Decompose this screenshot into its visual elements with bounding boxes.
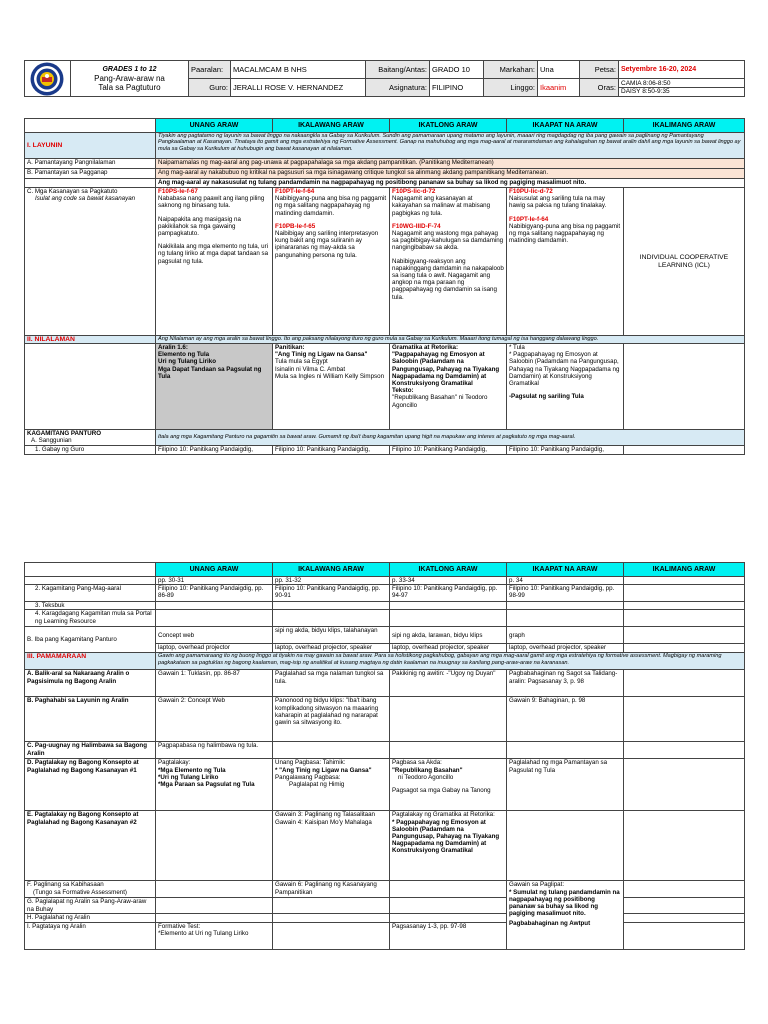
- mag-aaral-day-3: Filipino 10: Panitikang Pandaigdig, pp. 94-97: [390, 585, 507, 602]
- pages-day-1: pp. 30-31: [156, 577, 273, 585]
- balik-aral-day-4: Pagbabahaginan ng Sagot sa Talidang-aralin: Pagsasanay 3, p. 98: [507, 670, 624, 697]
- blank-label: [25, 344, 156, 430]
- paglalapat-day-2: [273, 898, 390, 914]
- teksbuk-day-4: [507, 602, 624, 610]
- blank-corner: [25, 563, 156, 577]
- pagtalakay-1-day-5: [624, 759, 745, 811]
- linggo-value: Ikaanim: [538, 79, 580, 97]
- pagtalakay-2-day-1: [156, 811, 273, 881]
- nilalaman-day-5: [624, 344, 745, 430]
- paghahabi-label: B. Paghahabi sa Layunin ng Aralin: [25, 697, 156, 742]
- gabay-day-3: Filipino 10: Panitikang Pandaigdig,: [390, 446, 507, 455]
- pag-uugnay-day-3: [390, 742, 507, 759]
- paglalahat-day-2: [273, 914, 390, 922]
- nilalaman-day-1: Aralin 1.6: Elemento ng Tula Uri ng Tulang Liriko Mga Dapat Tandaan sa Pagsulat ng Tula: [156, 344, 273, 430]
- balik-aral-label: A. Balik-aral sa Nakaraang Aralin o Pagsisimula ng Bagong Aralin: [25, 670, 156, 697]
- day-4-header: IKAAPAT NA ARAW: [507, 563, 624, 577]
- device-day-5: [624, 644, 745, 653]
- kasanayan-day-3: F10PS-Iic-d-72 Nagagamit ang kasanayan at kakayahan sa malinaw at mabisang pagbigkas ng tula. F10WG-IIID-F-74 Nagagamit ang wastong mga pahayag sa pagbibigay-kahulugan sa damdaming nangingibabaw sa akda. Nabibigyang-reaksyon ang napakinggang damdamin na nakapaloob sa isang tula o awit. Nagagamit ang angkop na mga paraan ng pagpapahayag ng damdamin sa isang tula.: [390, 188, 507, 336]
- pages-day-2: pp. 31-32: [273, 577, 390, 585]
- paglalapat-day-1: [156, 898, 273, 914]
- paaralan-label: Paaralan:: [189, 61, 231, 79]
- header-table: [24, 60, 745, 97]
- pagtalakay-2-day-2: Gawain 3: Paglinang ng Talasalitaan Gawain 4: Kaisipan Mo'y Mahalaga: [273, 811, 390, 881]
- blank-label: [25, 577, 156, 585]
- iba-kagamitan-day-1: Concept web: [156, 627, 273, 644]
- paglalahat-day-3: [390, 914, 507, 922]
- pagtalakay-1-day-2: Unang Pagbasa: Tahimik: * "Ang Tinig ng Ligaw na Gansa" Pangalawang Pagbasa: Paglalapat ng Himig: [273, 759, 390, 811]
- paglinang-label: F. Paglinang sa Kabihasaan (Tungo sa Formative Assessment): [25, 881, 156, 898]
- pag-uugnay-day-2: [273, 742, 390, 759]
- pamantayan-pagganap: Ang mag-aaral ay nakabubuo ng kritikal na pagsusuri sa mga isinagawang critique tungkol sa alinmang akdang pampanitikang Mediterranean.: [156, 169, 745, 179]
- pages-day-5: [624, 577, 745, 585]
- pagtalakay-2-day-4: [507, 811, 624, 881]
- device-day-1: laptop, overhead projector: [156, 644, 273, 653]
- nilalaman-day-3: Gramatika at Retorika: "Pagpapahayag ng Emosyon at Saloobin (Padamdam na Pangungusap, Pahayag na Tiyakang Nagpapadama ng Damdamin) at Konstruksiyong Gramatikal Teksto: "Republikang Basahan" ni Teodoro Agoncillo: [390, 344, 507, 430]
- markahan-value: Una: [538, 61, 580, 79]
- karagdagan-day-5: [624, 610, 745, 627]
- linggo-label: Linggo:: [484, 79, 538, 97]
- nilalaman-day-4: * Tula * Pagpapahayag ng Emosyon at Saloobin (Padamdam na Pangungusap, Pahayag na Tiyakang Nagpapadama ng Damdamin) at Konstruksiyong Gramatikal -Pagsulat ng sariling Tula: [507, 344, 624, 430]
- paglalahat-day-5: [624, 914, 745, 922]
- balik-aral-day-1: Gawain 1: Tuklasin, pp. 86-87: [156, 670, 273, 697]
- teksbuk-day-3: [390, 602, 507, 610]
- paglipat-day-4: Gawain sa Paglipat: * Sumulat ng tulang pandamdamin na nagpapahayag ng positibong pananaw sa buhay sa likod ng pagiging masalimuot nito. Pagbabahaginan ng Awtput: [507, 881, 624, 949]
- header-title: GRADES 1 to 12 Pang-Araw-araw na Tala sa Pagtuturo: [71, 61, 189, 97]
- guro-value: JERALLI ROSE V. HERNANDEZ: [231, 79, 366, 97]
- paaralan-value: MACALMCAM B NHS: [231, 61, 366, 79]
- iba-kagamitan-day-5: [624, 627, 745, 644]
- gabay-day-2: Filipino 10: Panitikang Pandaigdig,: [273, 446, 390, 455]
- kagamitan-desc: Itala ang mga Kagamitang Panturo na gagamitin sa bawat araw. Gumamit ng iba't ibang kagamitan upang higit na mapukaw ang interes at pagkatuto ng mga mag-aaral.: [156, 430, 745, 446]
- day-1-header: UNANG ARAW: [156, 563, 273, 577]
- gabay-day-4: Filipino 10: Panitikang Pandaigdig,: [507, 446, 624, 455]
- paghahabi-day-4: Gawain 9: Bahaginan, p. 98: [507, 697, 624, 742]
- iba-kagamitan-day-4: graph: [507, 627, 624, 644]
- mag-aaral-day-4: Filipino 10: Panitikang Pandaigdig, pp. 98-99: [507, 585, 624, 602]
- paglalapat-label: G. Paglalapat ng Aralin sa Pang-Araw-araw na Buhay: [25, 898, 156, 914]
- oras-label: Oras:: [580, 79, 619, 97]
- pagtalakay-1-day-1: Pagtalakay: *Mga Elemento ng Tula *Uri ng Tulang Liriko *Mga Paraan sa Pagsulat ng Tula: [156, 759, 273, 811]
- day-5-header: IKALIMANG ARAW: [624, 563, 745, 577]
- device-day-2: laptop, overhead projector, speaker: [273, 644, 390, 653]
- iba-pang-kagamitan-label: B. Iba pang Kagamitang Panturo: [25, 627, 156, 653]
- asignatura-label: Asignatura:: [366, 79, 430, 97]
- mag-aaral-day-1: Filipino 10: Panitikang Pandaigdig, pp. 86-89: [156, 585, 273, 602]
- teksbuk-day-2: [273, 602, 390, 610]
- karagdagan-day-3: [390, 610, 507, 627]
- device-day-4: laptop, overhead projector, speaker: [507, 644, 624, 653]
- day-2-header: IKALAWANG ARAW: [273, 119, 390, 133]
- day-3-header: IKATLONG ARAW: [390, 119, 507, 133]
- day-1-header: UNANG ARAW: [156, 119, 273, 133]
- section-nilalaman: II. NILALAMAN: [25, 336, 156, 344]
- pages-day-3: p. 33-34: [390, 577, 507, 585]
- karagdagang-kagamitan-label: 4. Karagdagang Kagamitan mula sa Portal ng Learning Resource: [25, 610, 156, 627]
- iba-kagamitan-day-3: sipi ng akda, larawan, bidyu klips: [390, 627, 507, 644]
- pagtalakay-2-label: E. Pagtalakay ng Bagong Konsepto at Paglalahad ng Bagong Kasanayan #2: [25, 811, 156, 881]
- pag-uugnay-day-4: [507, 742, 624, 759]
- balik-aral-day-2: Paglalahad sa mga nalaman tungkol sa tula.: [273, 670, 390, 697]
- paghahabi-day-2: Panonood ng bidyu klips: "Iba't ibang komplikadong sitwasyon na maaaring kaharapin at paglalahad ng nararapat gawin sa sitwasyong ito.: [273, 697, 390, 742]
- blank-label: [25, 179, 156, 188]
- kasanayan-day-4: F10PU-Iic-d-72 Naisusulat ang sariling tula na may hawig sa paksa ng tulang tinalakay. F10PT-Ie-f-64 Nabibigyang-puna ang bisa ng paggamit ng mga salitang nagpapahayag ng matinding damdamin.: [507, 188, 624, 336]
- day-4-header: IKAAPAT NA ARAW: [507, 119, 624, 133]
- teksbuk-day-5: [624, 602, 745, 610]
- oras-value: CAMIA 8:06-8:50 DAISY 8:50-9:35: [619, 79, 745, 97]
- paghahabi-day-3: [390, 697, 507, 742]
- section-pamamaraan: III. PAMAMARAAN: [25, 653, 156, 670]
- paglalapat-day-5: [624, 898, 745, 914]
- pamantayang-pangnilalaman-label: A. Pamantayang Pangnilalaman: [25, 159, 156, 169]
- logo-cell: [25, 61, 71, 97]
- karagdagan-day-1: [156, 610, 273, 627]
- pagtataya-day-3: Pagsasanay 1-3, pp. 97-98: [390, 922, 507, 949]
- guro-label: Guro:: [189, 79, 231, 97]
- pagtalakay-2-day-5: [624, 811, 745, 881]
- section-layunin: I. LAYUNIN: [25, 133, 156, 159]
- pagtataya-label: I. Pagtataya ng Aralin: [25, 922, 156, 949]
- karagdagan-day-4: [507, 610, 624, 627]
- paghahabi-day-5: [624, 697, 745, 742]
- blank-corner: [25, 119, 156, 133]
- pagtalakay-2-day-3: Pagtalakay ng Gramatika at Retorika: * Pagpapahayag ng Emosyon at Saloobin (Padamdam na Pangungusap, Pahayag na Tiyakang Nagpapadama ng Damdamin) at Konstruksiyong Gramatikal: [390, 811, 507, 881]
- paglalapat-day-3: [390, 898, 507, 914]
- pagtalakay-1-label: D. Pagtalakay ng Bagong Konsepto at Paglalahad ng Bagong Kasanayan #1: [25, 759, 156, 811]
- paglinang-day-2: Gawain 6: Paglinang ng Kasanayang Pampanitikan: [273, 881, 390, 898]
- baitang-value: GRADO 10: [430, 61, 484, 79]
- pages-day-4: p. 34: [507, 577, 624, 585]
- kagamitang-pang-mag-aaral-label: 2. Kagamitang Pang-Mag-aaral: [25, 585, 156, 602]
- kasanayan-day-1: F10PS-Ie-f-67 Nababasa nang paawit ang ilang piling saknong ng binasang tula. Naipapakita ang masigasig na pakikilahok sa mga gawaing pampagkatuto. Nakikilala ang mga elemento ng tula, uri ng tulang liriko at mga dapat tandaan sa pagsulat ng tula.: [156, 188, 273, 336]
- baitang-label: Baitang/Antas:: [366, 61, 430, 79]
- karagdagan-day-2: [273, 610, 390, 627]
- paglinang-day-1: [156, 881, 273, 898]
- pamamaraan-desc: Gawin ang pamamaraang ito ng buong linggo at tiyakin na may gawain sa bawat araw. Para sa holistikong pagkahubog, gabayan ang mga mag-aaral gamit ang mga estratehiya ng formative assessment. Magbigay ng maraming pagkakataon sa pagtuklas ng bagong kaalaman, mag-isip ng analitikal at kusang magtaya ng datin kaalaman na inuugnay sa kanilang pang-araw-araw na karanasan.: [156, 653, 745, 670]
- gabay-day-5: [624, 446, 745, 455]
- pag-uugnay-label: C. Pag-uugnay ng Halimbawa sa Bagong Aralin: [25, 742, 156, 759]
- mag-aaral-day-5: [624, 585, 745, 602]
- pamantayan-pagganap-2: Ang mag-aaral ay nakasusulat ng tulang pandamdamin na nagpapahayag ng positibong pananaw sa buhay sa likod ng pagiging masalimuot nito.: [156, 179, 745, 188]
- petsa-label: Petsa:: [580, 61, 619, 79]
- gabay-label: 1. Gabay ng Guro: [25, 446, 156, 455]
- day-5-header: IKALIMANG ARAW: [624, 119, 745, 133]
- nilalaman-desc: Ang Nilalaman ay ang mga aralin sa bawat linggo. Ito ang paksang nilalayong ituro ng guro mula sa Gabay sa Kurikulum. Maaari itong tumagal ng isa hanggang dalawang linggo.: [156, 336, 745, 344]
- paglinang-day-3: [390, 881, 507, 898]
- pag-uugnay-day-1: Pagpapabasa ng halimbawa ng tula.: [156, 742, 273, 759]
- pagtataya-day-1: Formative Test: *Elemento at Uri ng Tulang Liriko: [156, 922, 273, 949]
- pagtataya-day-2: [273, 922, 390, 949]
- kagamitan-label: KAGAMITANG PANTURO A. Sanggunian: [25, 430, 156, 446]
- paghahabi-day-1: Gawain 2: Concept Web: [156, 697, 273, 742]
- pagtalakay-1-day-4: Paglalahad ng mga Pamantayan sa Pagsulat ng Tula: [507, 759, 624, 811]
- day-2-header: IKALAWANG ARAW: [273, 563, 390, 577]
- day-3-header: IKATLONG ARAW: [390, 563, 507, 577]
- teksbuk-day-1: [156, 602, 273, 610]
- pagtataya-day-5: [624, 922, 745, 949]
- pagtalakay-1-day-3: Pagbasa sa Akda: "Republikang Basahan" ni Teodoro Agoncillo Pagsagot sa mga Gabay na Tanong: [390, 759, 507, 811]
- balik-aral-day-5: [624, 670, 745, 697]
- kasanayan-day-5: INDIVIDUAL COOPERATIVE LEARNING (ICL): [624, 188, 745, 336]
- asignatura-value: FILIPINO: [430, 79, 484, 97]
- petsa-value: Setyembre 16-20, 2024: [619, 61, 745, 79]
- kasanayan-label: C. Mga Kasanayan sa Pagkatuto Isulat ang code sa bawat kasanayan: [25, 188, 156, 336]
- pag-uugnay-day-5: [624, 742, 745, 759]
- paglalahat-label: H. Paglalahat ng Aralin: [25, 914, 156, 922]
- pamantayang-pangnilalaman: Naipamamalas ng mag-aaral ang pag-unawa at pagpapahalaga sa mga akdang pampanitikan. (Panitikang Mediterranean): [156, 159, 745, 169]
- nilalaman-day-2: Panitikan: "Ang Tinig ng Ligaw na Gansa" Tula mula sa Egypt Isinalin ni Vilma C. Ambat Mula sa Ingles ni William Kelly Simpson: [273, 344, 390, 430]
- pamantayan-pagganap-label: B. Pamantayan sa Pagganap: [25, 169, 156, 179]
- teksbuk-label: 3. Teksbuk: [25, 602, 156, 610]
- kasanayan-day-2: F10PT-Ie-f-64 Nabibigyang-puna ang bisa ng paggamit ng mga salitang nagpapahayag ng matinding damdamin. F10PB-Ie-f-65 Naibibigay ang sariling interpretasyon kung bakit ang mga suliranin ay ipinararanas ng may-akda sa pangunahing persona ng tula.: [273, 188, 390, 336]
- balik-aral-day-3: Pakikinig ng awitin: -"Ugoy ng Duyan": [390, 670, 507, 697]
- paglinang-day-5: [624, 881, 745, 898]
- paglalahat-day-1: [156, 914, 273, 922]
- layunin-desc: Tiyakin ang pagtatamo ng layunin sa bawat linggo na nakaangkla sa Gabay sa Kurikulum. Sundin ang pamamaraan upang matamo ang layunin, maaari ring magdagdag ng iba pang gawain sa paglinang ng Pamantayang Pangkaalaman at Kasanayan. Tinataya ito gamit ang mga estratehiya ng Formative Assessment. Ganap na mahuhubog ang mga mag-aaral at mararamdaman ang kahalagahan ng bawat aralin dahil ang mga layunin sa bawat linggo ay mula sa Gabay sa Kurikulum at huhubugin ang bawat kasanayan at nilalaman.: [156, 133, 745, 159]
- device-day-3: laptop, overhead projector, speaker: [390, 644, 507, 653]
- gabay-day-1: Filipino 10: Panitikang Pandaigdig,: [156, 446, 273, 455]
- mag-aaral-day-2: Filipino 10: Panitikang Pandaigdig, pp. 90-91: [273, 585, 390, 602]
- lesson-table-1: [24, 118, 745, 455]
- markahan-label: Markahan:: [484, 61, 538, 79]
- iba-kagamitan-day-2: sipi ng akda, bidyu klips, talahanayan: [273, 627, 390, 644]
- lesson-table-2: [24, 562, 745, 950]
